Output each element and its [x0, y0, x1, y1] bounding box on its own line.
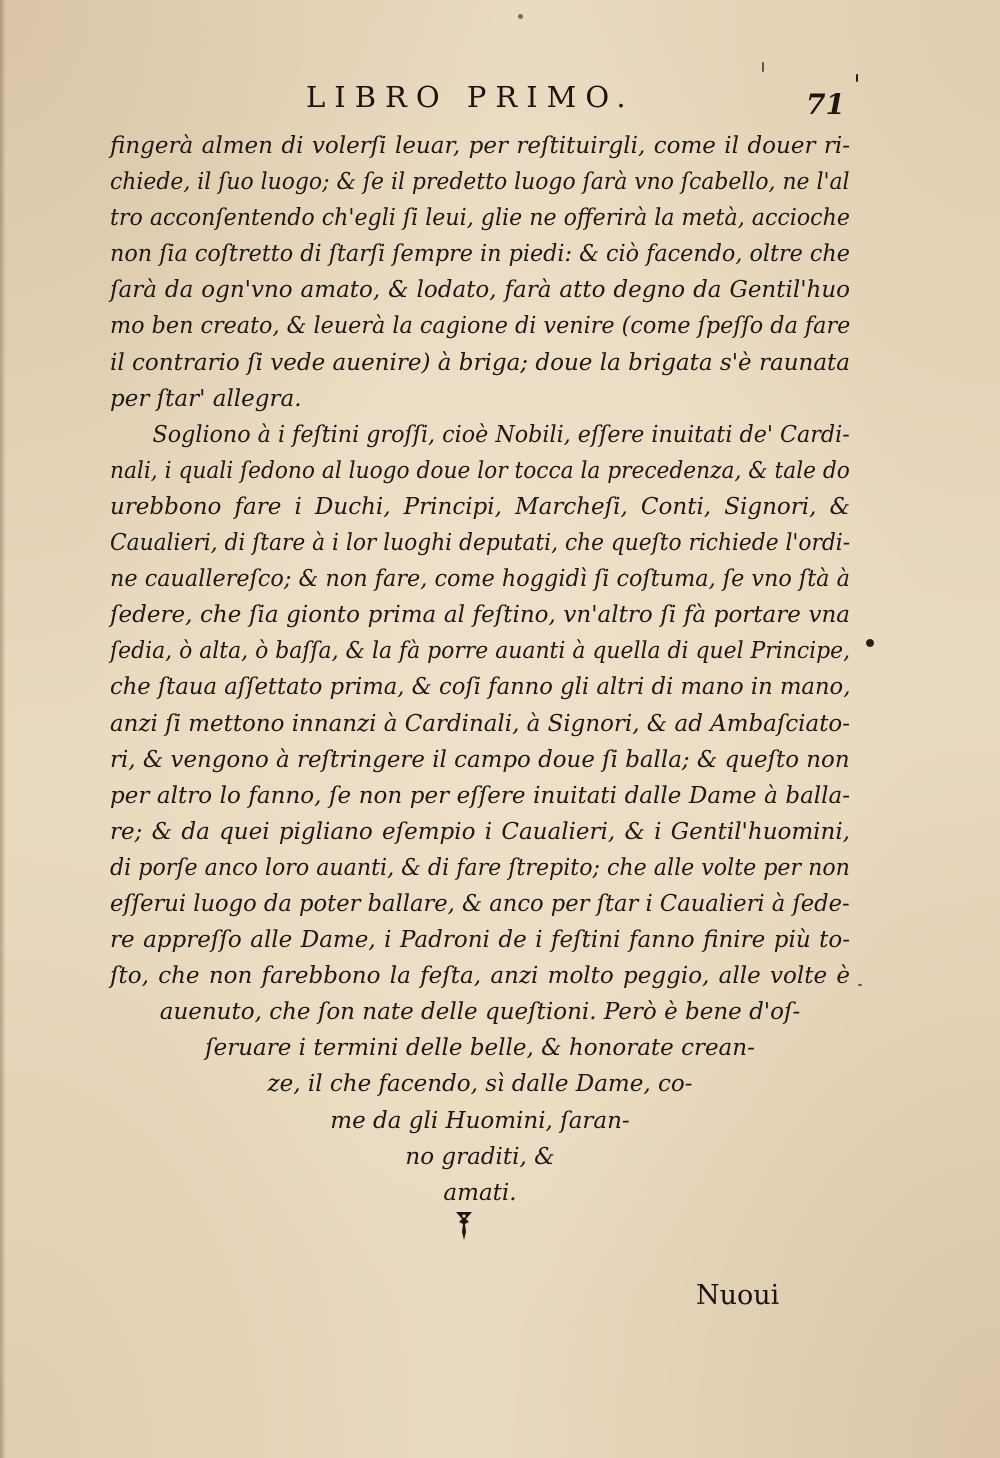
text-line-tapered: ze, il che facendo, sì dalle Dame, co-: [267, 1071, 693, 1098]
ink-speck: [866, 639, 874, 647]
text-line: eſſerui luogo da poter ballare, & anco per ſtar i Caualieri à ſede-: [110, 890, 850, 917]
text-line: ne cauallereſco; & non fare, come hoggidì ſi coſtuma, ſe vno ſtà à: [110, 566, 850, 593]
page-number: 71: [806, 88, 845, 121]
text-line: Caualieri, di ſtare à i lor luoghi deputati, che queſto richiede l'ordi-: [110, 530, 851, 557]
text-line: ri, & vengono à reſtringere il campo doue ſi balla; & queſto non: [110, 746, 850, 773]
text-line: nali, i quali ſedono al luogo doue lor tocca la precedenza, & tale do: [110, 457, 850, 484]
text-line-tapered: amati.: [443, 1179, 517, 1206]
text-line-tapered: ſeruare i termini delle belle, & honorate crean-: [205, 1035, 755, 1062]
text-line: non ſia coſtretto di ſtarſi ſempre in piedi: & ciò facendo, oltre che: [110, 241, 850, 268]
text-line: ſedere, che ſia gionto prima al feſtino, vn'altro ſi fà portare vna: [110, 602, 850, 629]
text-line: ſarà da ogn'vno amato, & lodato, farà atto degno da Gentil'huo: [110, 277, 850, 304]
page-gutter-shadow: [0, 0, 6, 1458]
text-line: il contrario ſi vede auenire) à briga; doue la brigata s'è raunata: [110, 349, 850, 376]
running-head: [0, 78, 1000, 122]
catchword: Nuoui: [696, 1280, 780, 1311]
text-line: Sogliono à i feſtini groſſi, cioè Nobili, eſſere inuitati de' Cardi-: [152, 421, 850, 448]
text-line: re appreſſo alle Dame, i Padroni de i feſtini fanno finire più to-: [110, 927, 850, 954]
text-line: mo ben creato, & leuerà la cagione di venire (come ſpeſſo da fare: [110, 313, 851, 340]
text-line-tapered: me da gli Huomini, ſaran-: [330, 1107, 630, 1134]
fleuron-icon: [454, 1210, 474, 1242]
running-title: LIBRO PRIMO.: [306, 80, 635, 114]
text-line: chiede, il ſuo luogo; & ſe il predetto luogo ſarà vno ſcabello, ne l'al: [110, 169, 850, 196]
text-line: per ſtar' allegra.: [110, 385, 302, 412]
ink-speck: [518, 14, 523, 19]
text-line: ſto, che non farebbono la feſta, anzi molto peggio, alle volte è: [110, 963, 850, 990]
text-line-tapered: auenuto, che ſon nate delle queſtioni. Però è bene d'oſ-: [159, 999, 801, 1026]
text-line: di porſe anco loro auanti, & di fare ſtrepito; che alle volte per non: [110, 854, 850, 881]
text-line: ſedia, ò alta, ò baſſa, & la fà porre auanti à quella di quel Principe,: [110, 638, 851, 665]
text-line: urebbono fare i Duchi, Principi, Marcheſi, Conti, Signori, &: [110, 493, 850, 520]
text-line: anzi ſi mettono innanzi à Cardinali, à Signori, & ad Ambaſciato-: [110, 710, 850, 737]
text-line: che ſtaua aſſettato prima, & coſi fanno gli altri di mano in mano,: [110, 674, 851, 701]
text-line: re; & da quei pigliano eſempio i Caualieri, & i Gentil'huomini,: [110, 818, 850, 845]
ink-speck: [858, 984, 862, 986]
ink-speck: [762, 62, 764, 72]
text-line-tapered: no graditi, &: [405, 1143, 555, 1170]
body-text: [110, 128, 850, 1211]
text-line: fingerà almen di volerſi leuar, per reſtituirgli, come il douer ri-: [110, 133, 850, 159]
text-line: per altro lo fanno, ſe non per eſſere inuitati dalle Dame à balla-: [110, 782, 850, 809]
text-line: tro acconſentendo ch'egli ſi leui, glie ne offerirà la metà, accioche: [110, 205, 850, 232]
